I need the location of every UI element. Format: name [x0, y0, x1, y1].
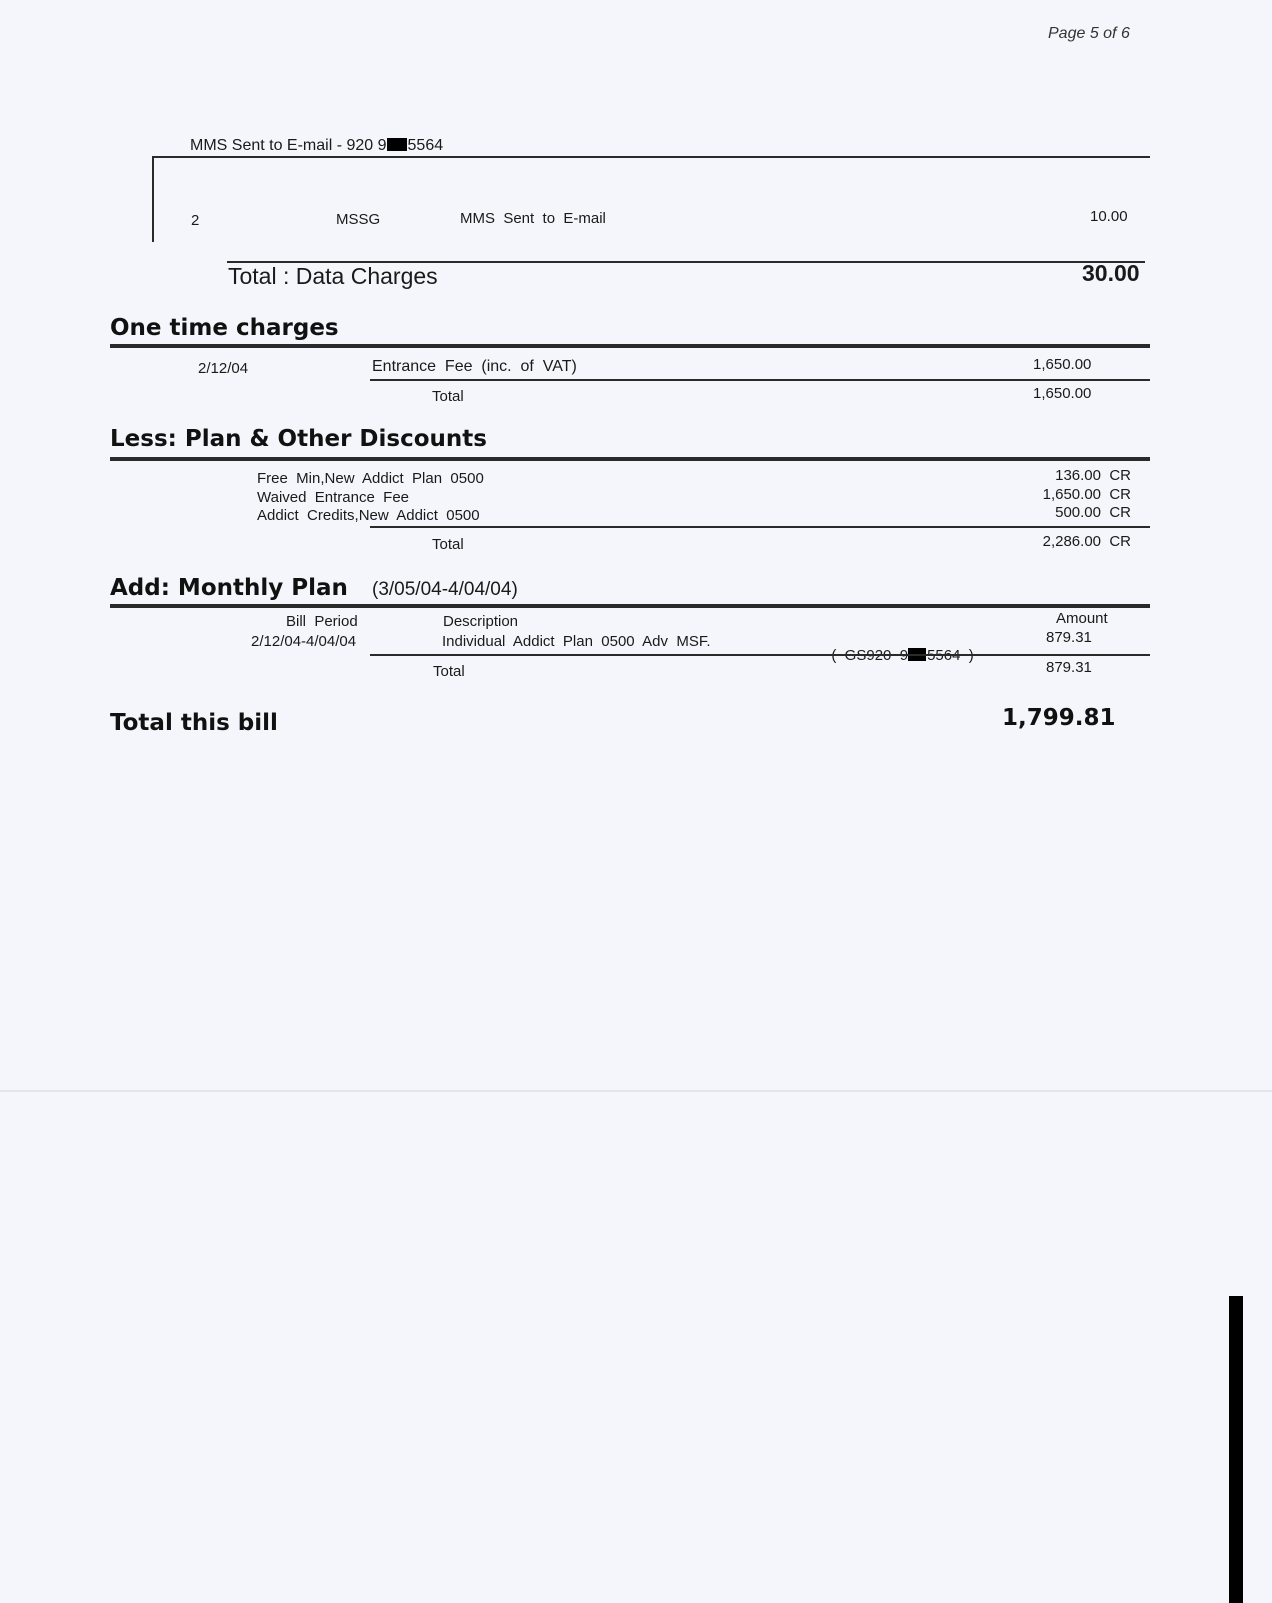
scan-edge-shadow — [1229, 1296, 1243, 1603]
column-header-description: Description — [443, 613, 519, 630]
discounts-total-label: Total — [432, 536, 464, 553]
monthly-total-value: 879.31 — [1046, 659, 1092, 676]
mms-title-suffix: 5564 — [407, 137, 444, 154]
redaction-block — [387, 138, 407, 151]
one-time-total-value: 1,650.00 — [1033, 385, 1092, 402]
data-charges-total-value: 30.00 — [1082, 260, 1140, 286]
total-this-bill-value: 1,799.81 — [1002, 705, 1116, 731]
one-time-total-rule — [370, 379, 1150, 381]
monthly-total-rule — [370, 654, 1150, 656]
discount-item-amount: 1,650.00 CR — [1042, 486, 1131, 503]
discounts-heading-rule — [110, 457, 1150, 461]
monthly-amount: 879.31 — [1046, 629, 1092, 646]
monthly-total-label: Total — [433, 663, 465, 680]
monthly-plan-period: (3/05/04-4/04/04) — [372, 579, 518, 600]
mms-title-prefix: MMS Sent to E-mail - 920 9 — [190, 137, 387, 154]
monthly-plan-heading: Add: Monthly Plan — [110, 575, 348, 601]
discount-item-label: Waived Entrance Fee — [257, 489, 410, 506]
monthly-bill-period: 2/12/04-4/04/04 — [251, 633, 357, 650]
one-time-date: 2/12/04 — [198, 360, 249, 377]
discount-item-label: Free Min,New Addict Plan 0500 — [257, 470, 484, 487]
discount-item-amount: 136.00 CR — [1055, 467, 1131, 484]
discounts-heading: Less: Plan & Other Discounts — [110, 426, 487, 452]
discounts-total-rule — [370, 526, 1150, 528]
discounts-total-value: 2,286.00 CR — [1042, 533, 1131, 550]
mms-row-code: MSSG — [336, 211, 381, 228]
discount-item-amount: 500.00 CR — [1055, 504, 1131, 521]
total-this-bill-label: Total this bill — [110, 710, 278, 736]
discount-item-label: Addict Credits,New Addict 0500 — [257, 507, 480, 524]
mms-section-title — [190, 137, 443, 155]
mms-row-qty: 2 — [191, 212, 200, 229]
monthly-reference — [823, 630, 974, 664]
one-time-charges-heading: One time charges — [110, 315, 339, 341]
one-time-total-label: Total — [432, 388, 464, 405]
one-time-description: Entrance Fee (inc. of VAT) — [372, 358, 577, 375]
column-header-bill-period: Bill Period — [286, 613, 358, 630]
mms-left-rule — [152, 156, 154, 242]
page-number: Page 5 of 6 — [1048, 25, 1130, 42]
mms-row-description: MMS Sent to E-mail — [460, 210, 606, 227]
paper-fold-line — [0, 1090, 1272, 1092]
one-time-amount: 1,650.00 — [1033, 356, 1092, 373]
mms-top-rule — [152, 156, 1150, 158]
mms-row-amount: 10.00 — [1090, 208, 1128, 225]
data-charges-total-label: Total : Data Charges — [228, 263, 438, 289]
column-header-amount: Amount — [1056, 610, 1108, 627]
one-time-heading-rule — [110, 344, 1150, 348]
monthly-description: Individual Addict Plan 0500 Adv MSF. — [442, 633, 711, 650]
monthly-heading-rule — [110, 604, 1150, 608]
